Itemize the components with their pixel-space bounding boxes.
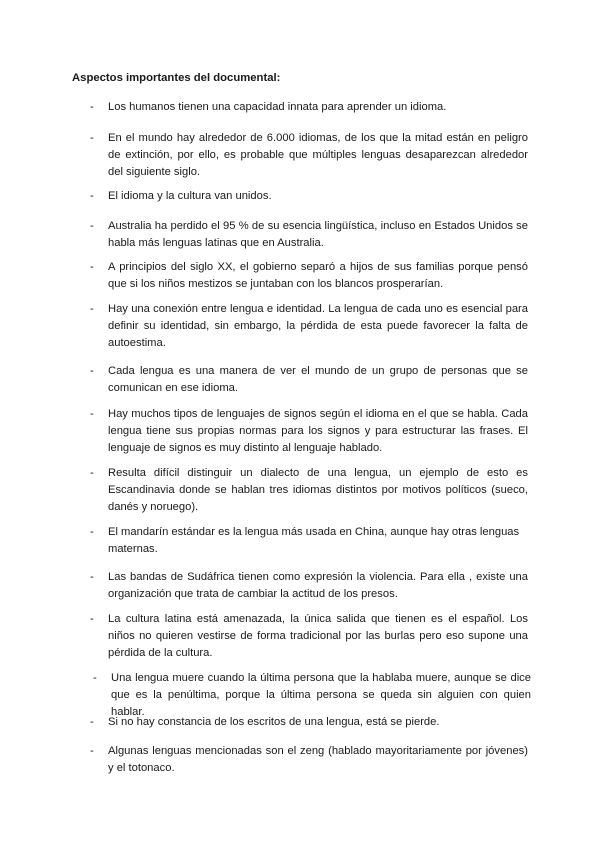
list-item-text: Algunas lenguas mencionadas son el zeng (hablado mayoritariamente por jóvenes) y el totonaco. — [108, 745, 528, 775]
list-item — [90, 363, 528, 397]
list-item — [90, 130, 528, 182]
list-item — [90, 714, 528, 731]
list-item — [90, 569, 528, 603]
list-item — [90, 188, 528, 205]
bullet-dash: - — [90, 132, 94, 144]
list-item — [90, 524, 528, 558]
list-item — [90, 218, 528, 252]
list-item-text: A principios del siglo XX, el gobierno separó a hijos de sus familias porque pensó que si los niños mestizos se juntaban con los blancos prosperarían. — [108, 261, 528, 291]
list-item-text: Hay muchos tipos de lenguajes de signos según el idioma en el que se habla. Cada lengua tiene sus propias normas para los signos y para estructurar las frases. El lenguaje de signos es muy distinto al lenguaje hablado. — [108, 408, 528, 455]
bullet-dash: - — [90, 101, 94, 113]
bullet-dash: - — [90, 467, 94, 479]
list-item — [90, 611, 528, 663]
list-item-text: Los humanos tienen una capacidad innata para aprender un idioma. — [108, 101, 447, 113]
bullet-dash: - — [90, 190, 94, 202]
list-item-text: Cada lengua es una manera de ver el mundo de un grupo de personas que se comunican en ese idioma. — [108, 365, 528, 395]
list-item-text: En el mundo hay alrededor de 6.000 idiomas, de los que la mitad están en peligro de extinción, por ello, es probable que múltiples lenguas desaparezcan alrededor del siguiente siglo. — [108, 132, 528, 179]
list-item-text: Si no hay constancia de los escritos de una lengua, está se pierde. — [108, 716, 440, 728]
list-item — [90, 259, 528, 293]
bullet-dash: - — [90, 261, 94, 273]
bullet-dash: - — [90, 571, 94, 583]
list-item-text: Australia ha perdido el 95 % de su esencia lingüística, incluso en Estados Unidos se habla más lenguas latinas que en Australia. — [108, 220, 528, 250]
bullet-dash: - — [93, 672, 97, 684]
list-item — [90, 301, 528, 353]
bullet-dash: - — [90, 408, 94, 420]
list-item-text: La cultura latina está amenazada, la única salida que tienen es el español. Los niños no quieren vestirse de forma tradicional por las burlas pero eso supone una pérdida de la cultura. — [108, 613, 528, 660]
list-item — [90, 406, 528, 458]
list-item-text: El mandarín estándar es la lengua más usada en China, aunque hay otras lenguas maternas. — [108, 526, 520, 556]
list-item — [90, 99, 528, 116]
list-item — [90, 743, 528, 777]
list-item — [90, 465, 528, 517]
bullet-dash: - — [90, 526, 94, 538]
bullet-dash: - — [90, 365, 94, 377]
list-item-text: Una lengua muere cuando la última persona que la hablaba muere, aunque se dice que es la penúltima, porque la última persona se queda sin alguien con quien hablar. — [111, 672, 531, 719]
list-item-text: El idioma y la cultura van unidos. — [108, 190, 272, 202]
bullet-dash: - — [90, 613, 94, 625]
bullet-dash: - — [90, 745, 94, 757]
list-item-text: Las bandas de Sudáfrica tienen como expresión la violencia. Para ella , existe una organización que trata de cambiar la actitud de los presos. — [108, 571, 528, 601]
bullet-dash: - — [90, 303, 94, 315]
bullet-dash: - — [90, 220, 94, 232]
document-heading: Aspectos importantes del documental: — [72, 72, 281, 84]
bullet-dash: - — [90, 716, 94, 728]
list-item-text: Hay una conexión entre lengua e identidad. La lengua de cada uno es esencial para definir su identidad, sin embargo, la pérdida de esta puede favorecer la falta de autoestima. — [108, 303, 528, 350]
list-item-text: Resulta difícil distinguir un dialecto de una lengua, un ejemplo de esto es Escandinavia donde se hablan tres idiomas distintos por motivos políticos (sueco, danés y noruego). — [108, 467, 528, 514]
